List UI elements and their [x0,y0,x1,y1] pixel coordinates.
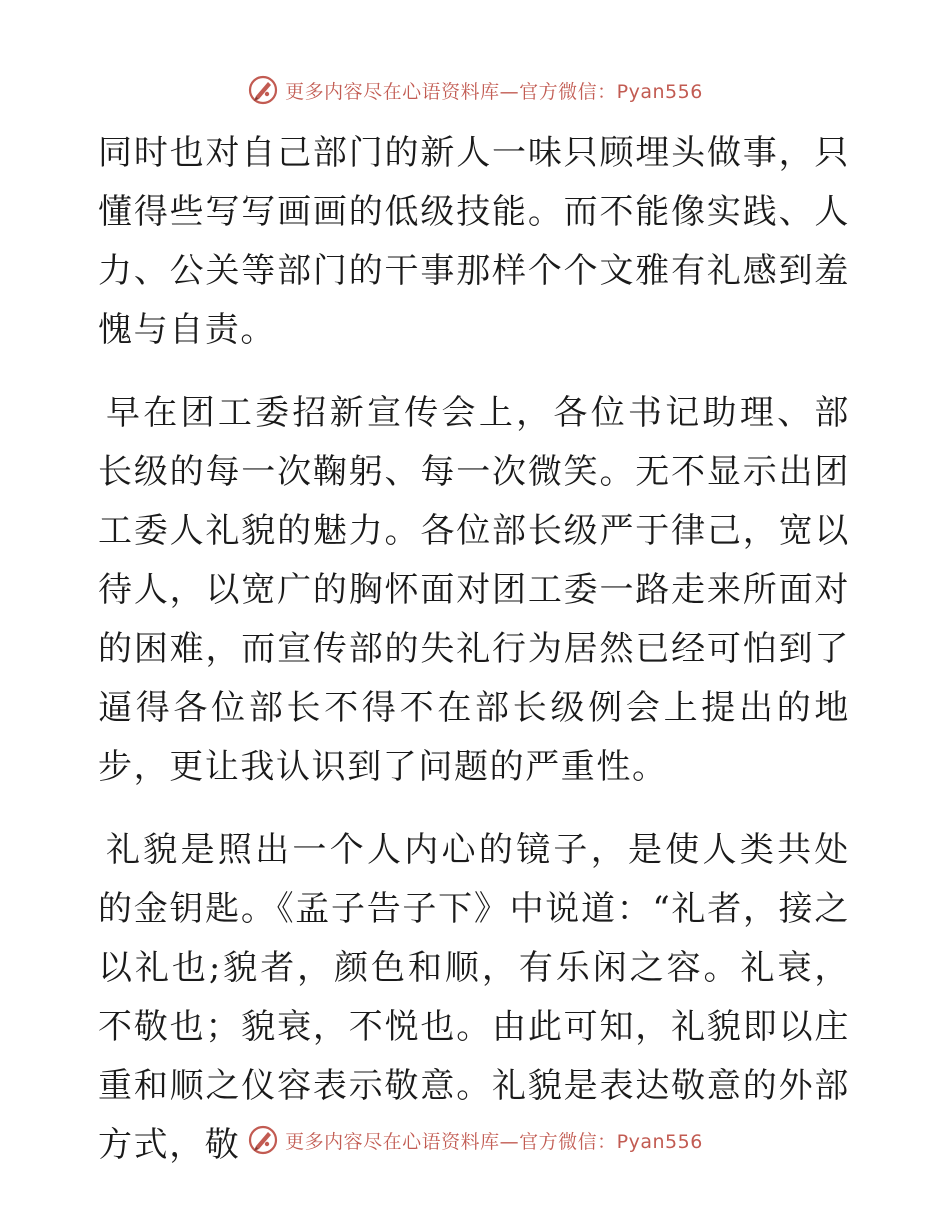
header-banner [0,70,950,110]
pen-circle-logo-icon [247,74,279,106]
footer-banner [0,1120,950,1160]
paragraph-1: 同时也对自己部门的新人一味只顾埋头做事，只懂得些写写画画的低级技能。而不能像实践、人力、公关等部门的干事那样个个文雅有礼感到羞愧与自责。 [98,133,850,350]
paragraph-2: 早在团工委招新宣传会上，各位书记助理、部长级的每一次鞠躬、每一次微笑。无不显示出团工委人礼貌的魅力。各位部长级严于律己，宽以待人，以宽广的胸怀面对团工委一路走来所面对的困难，而宣传部的失礼行为居然已经可怕到了逼得各位部长不得不在部长级例会上提出的地步，更让我认识到了问题的严重性。 [98,393,850,787]
header-banner-text: 更多内容尽在心语资料库—官方微信：Pyan556 [285,80,703,103]
footer-banner-text: 更多内容尽在心语资料库—官方微信：Pyan556 [285,1130,703,1153]
paragraph-3: 礼貌是照出一个人内心的镜子，是使人类共处的金钥匙。《孟子告子下》中说道：“礼者，接之以礼也;貌者，颜色和顺，有乐闲之容。礼衰，不敬也；貌衰，不悦也。由此可知，礼貌即以庄重和顺之仪容表示敬意。礼貌是表达敬意的外部方式，敬 [98,830,850,1165]
document-body [98,124,850,1199]
pen-circle-logo-icon [247,1124,279,1156]
